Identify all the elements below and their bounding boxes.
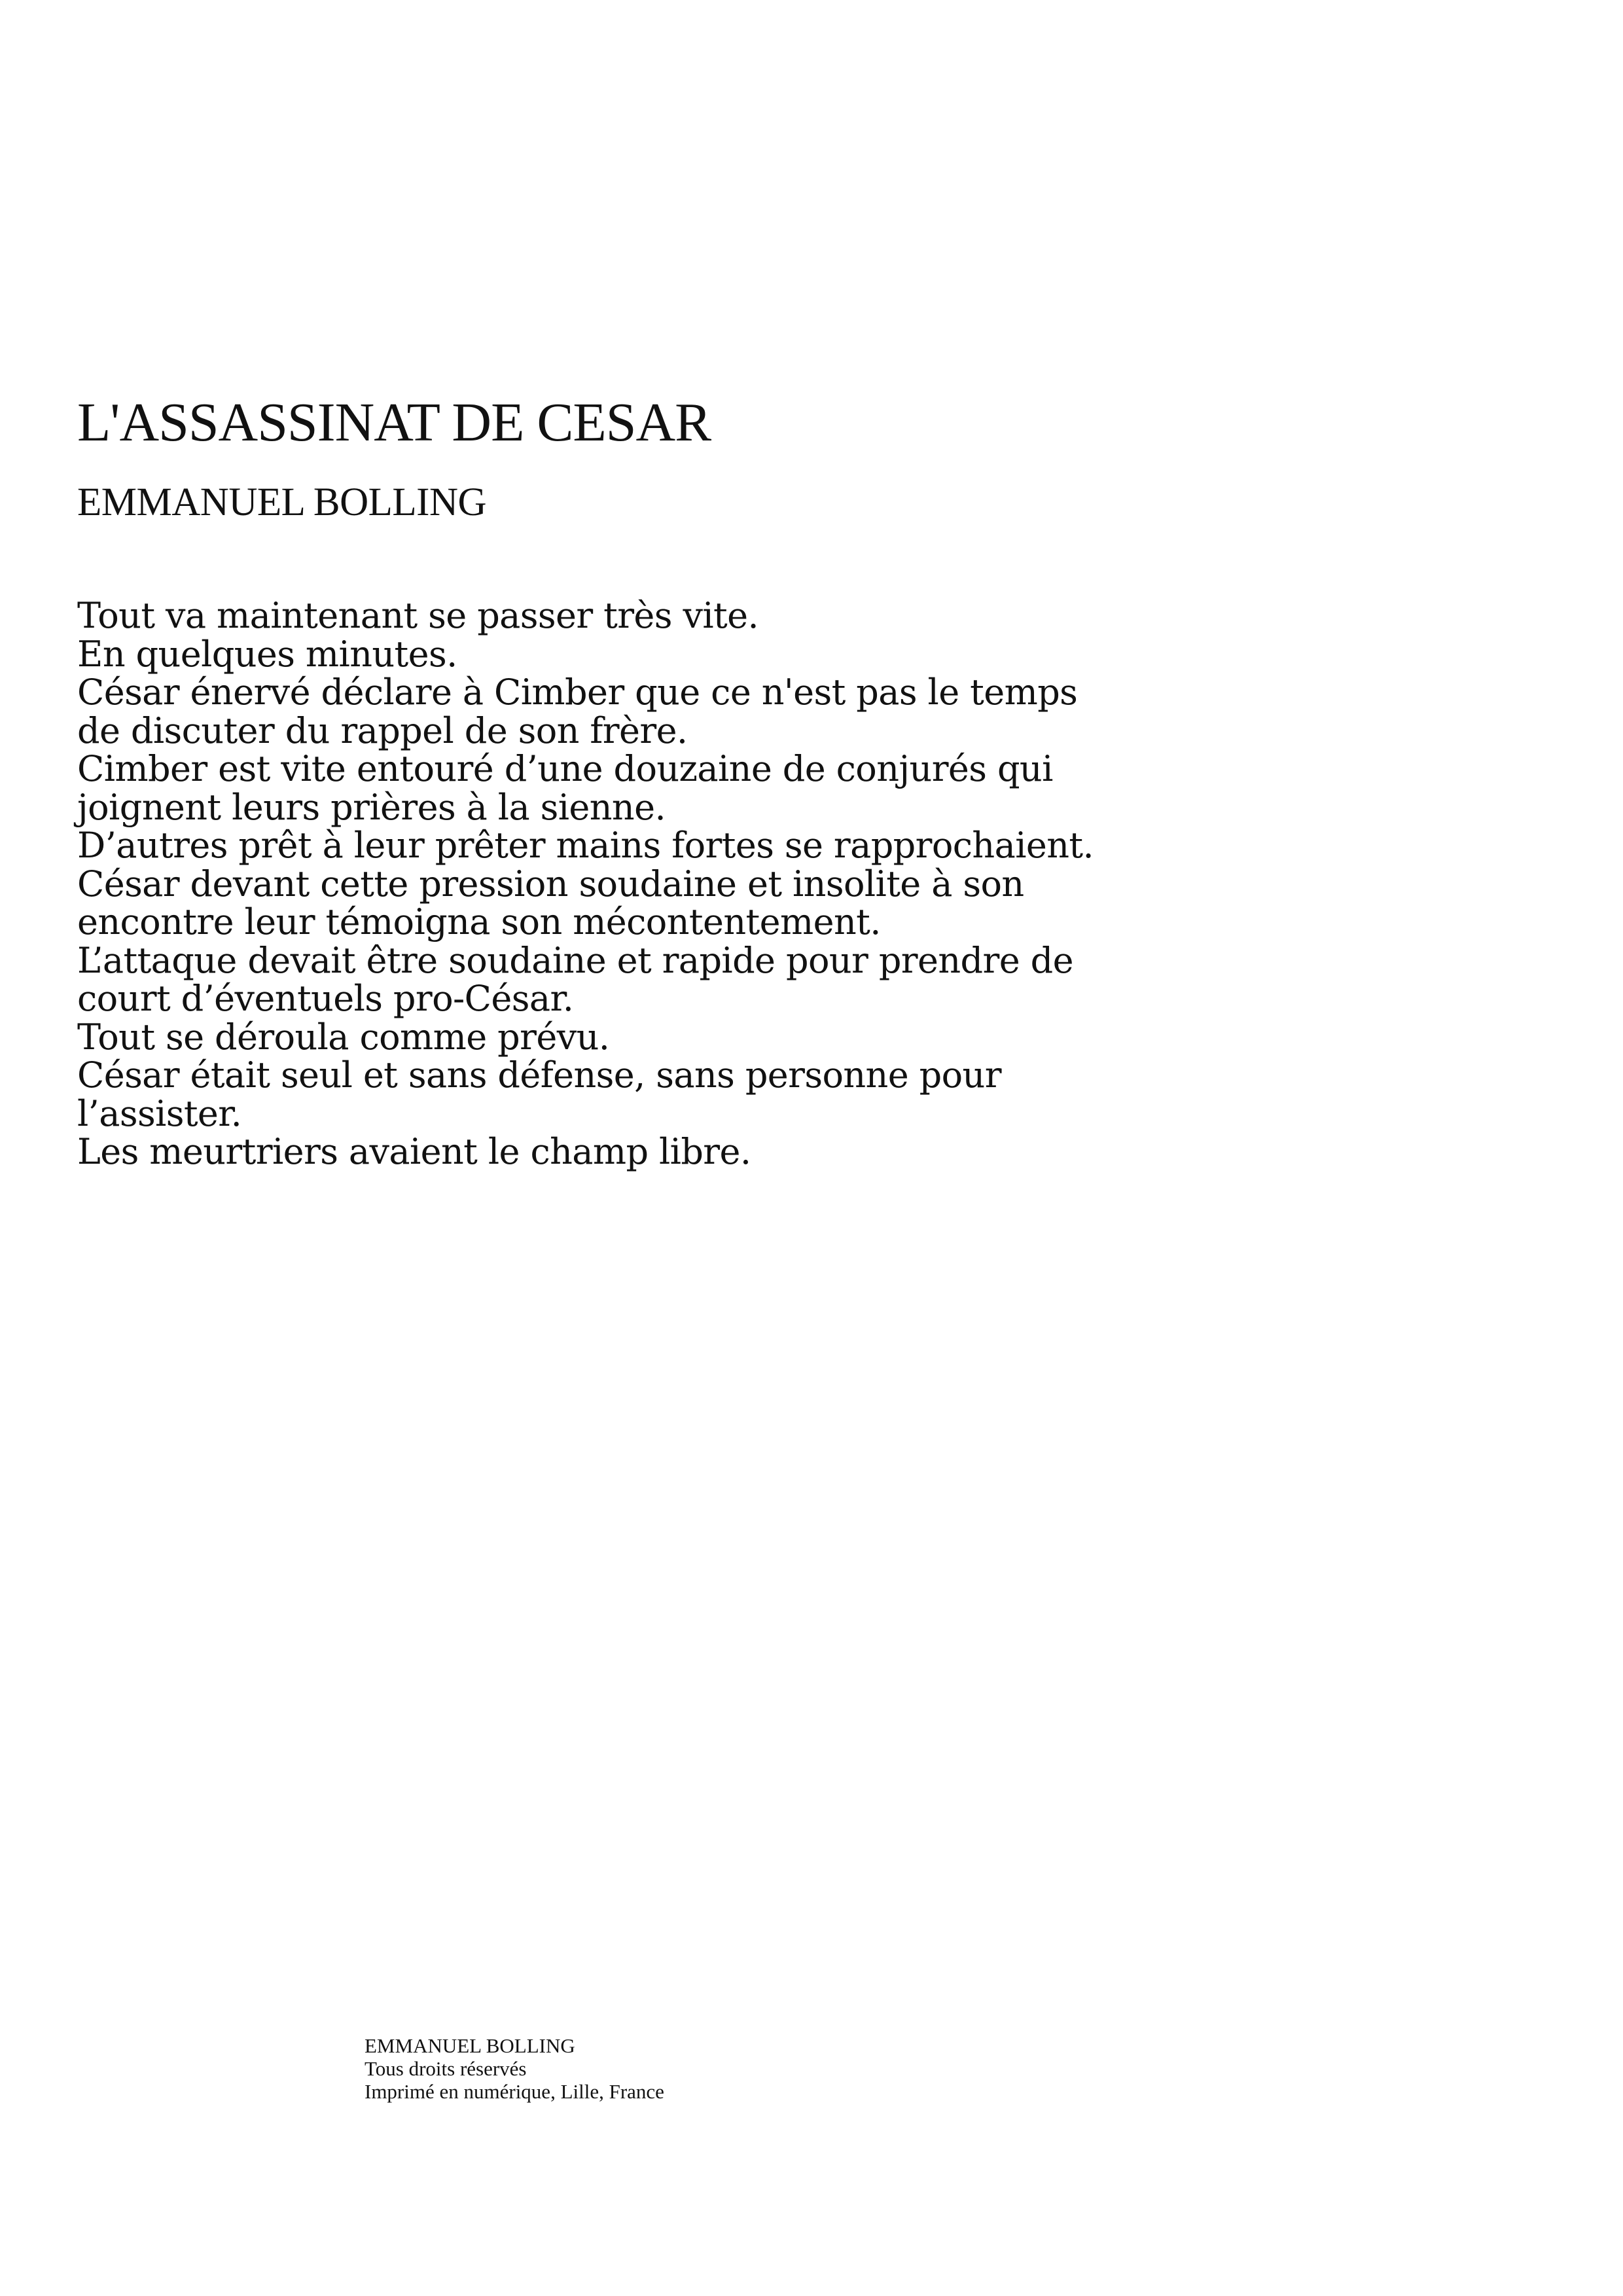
colophon <box>365 2034 664 2103</box>
body-line: Les meurtriers avaient le champ libre. <box>77 1131 751 1172</box>
body-line: l’assister. <box>77 1092 242 1134</box>
body-line: D’autres prêt à leur prêter mains fortes se rapprochaient. <box>77 825 1094 866</box>
body-line: encontre leur témoigna son mécontentement. <box>77 901 881 942</box>
document-title: L'ASSASSINAT DE CESAR <box>77 392 711 453</box>
body-line: L’attaque devait être soudaine et rapide pour prendre de <box>77 939 1073 981</box>
body-line: Cimber est vite entouré d’une douzaine de conjurés qui <box>77 748 1053 789</box>
body-line: César était seul et sans défense, sans personne pour <box>77 1054 1001 1096</box>
colophon-author: EMMANUEL BOLLING <box>365 2034 575 2057</box>
body-line: César énervé déclare à Cimber que ce n'est pas le temps <box>77 672 1078 713</box>
colophon-rights: Tous droits réservés <box>365 2057 527 2080</box>
document-body <box>77 597 1321 1172</box>
body-line: Tout va maintenant se passer très vite. <box>77 595 759 636</box>
body-line: joignent leurs prières à la sienne. <box>77 786 666 828</box>
body-line: Tout se déroula comme prévu. <box>77 1016 610 1058</box>
body-line: César devant cette pression soudaine et insolite à son <box>77 863 1024 905</box>
body-line: court d’éventuels pro-César. <box>77 978 574 1019</box>
colophon-printed: Imprimé en numérique, Lille, France <box>365 2080 664 2103</box>
body-line: de discuter du rappel de son frère. <box>77 709 688 751</box>
body-line: En quelques minutes. <box>77 633 457 675</box>
document-author: EMMANUEL BOLLING <box>77 480 487 524</box>
